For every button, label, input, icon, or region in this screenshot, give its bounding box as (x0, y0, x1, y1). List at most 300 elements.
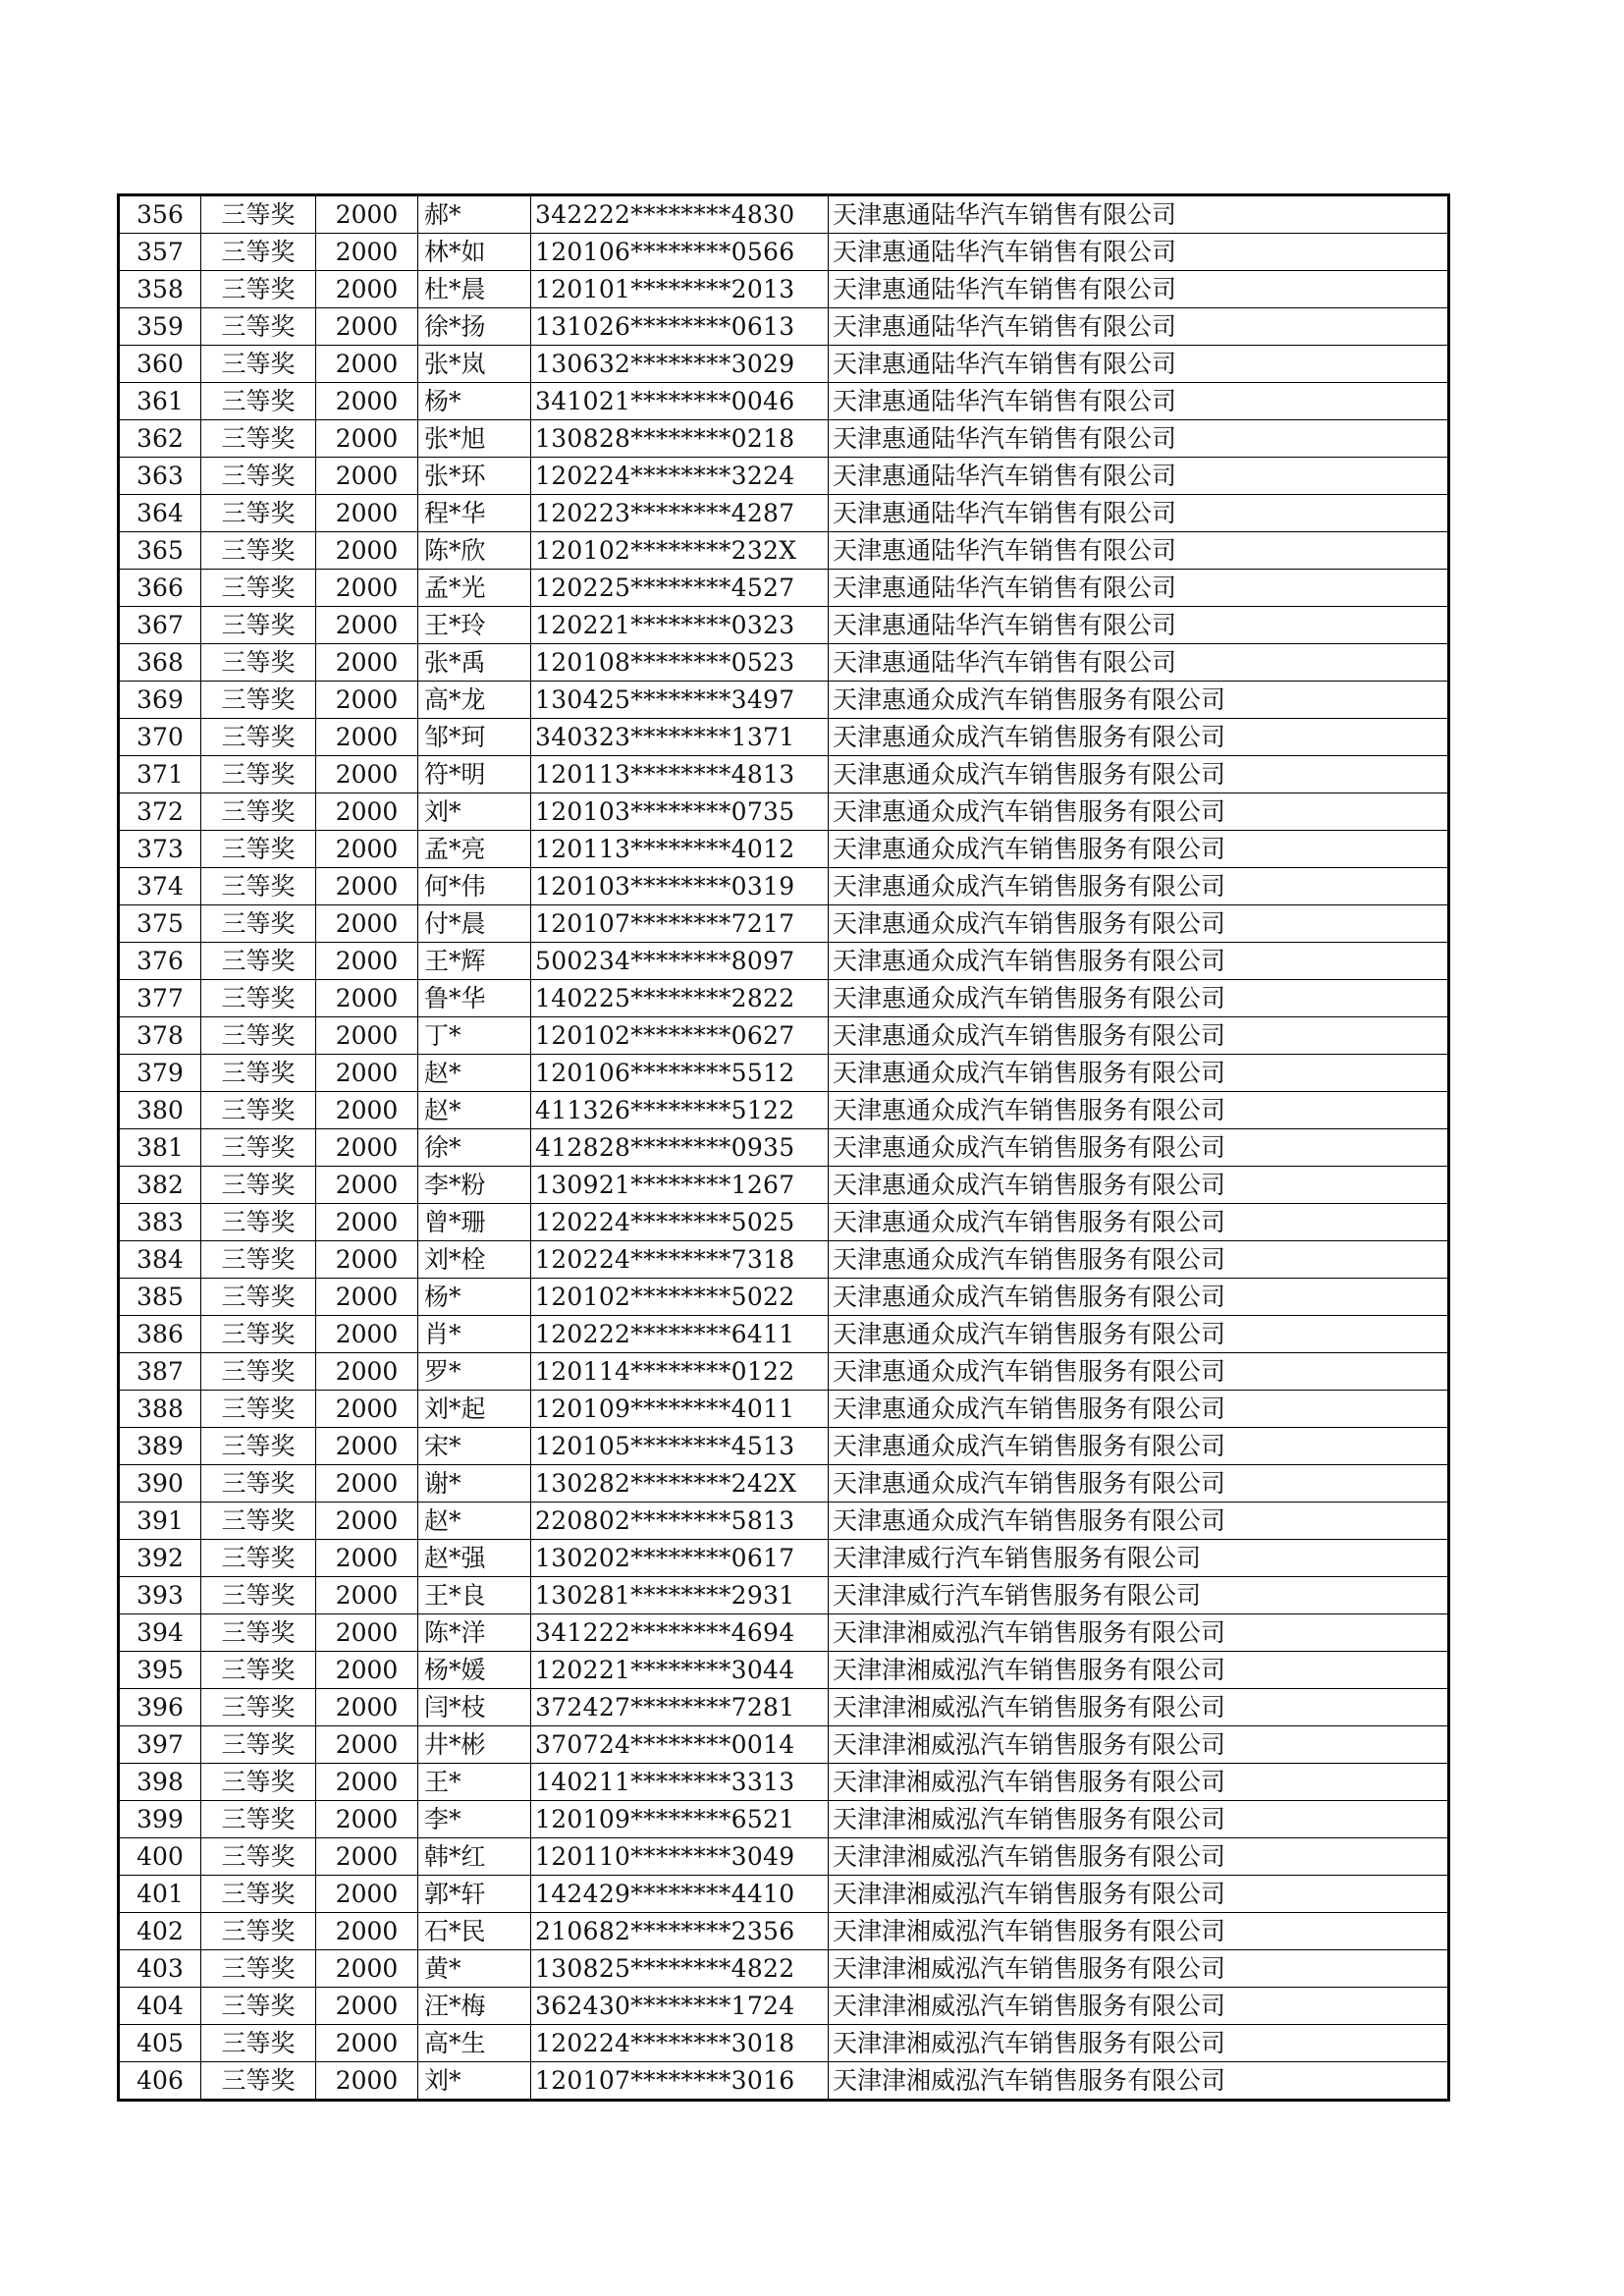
company-cell: 天津津湘威泓汽车销售服务有限公司 (829, 1838, 1449, 1876)
company-cell: 天津惠通众成汽车销售服务有限公司 (829, 1391, 1449, 1428)
table-row (119, 458, 1449, 495)
company-cell: 天津惠通众成汽车销售服务有限公司 (829, 1017, 1449, 1055)
table-row (119, 1764, 1449, 1801)
winner-name-cell: 王* (418, 1764, 531, 1801)
company-cell: 天津惠通众成汽车销售服务有限公司 (829, 868, 1449, 905)
table-row (119, 532, 1449, 570)
prize-level-cell: 三等奖 (201, 1540, 316, 1577)
company-cell: 天津津湘威泓汽车销售服务有限公司 (829, 1652, 1449, 1689)
table-row (119, 1950, 1449, 1988)
prize-level-cell: 三等奖 (201, 607, 316, 644)
prize-level-cell: 三等奖 (201, 346, 316, 383)
amount-cell: 2000 (316, 943, 418, 980)
amount-cell: 2000 (316, 1913, 418, 1950)
prize-level-cell: 三等奖 (201, 1614, 316, 1652)
prize-level-cell: 三等奖 (201, 1950, 316, 1988)
id-number-cell: 120106********5512 (531, 1055, 829, 1092)
table-row (119, 980, 1449, 1017)
id-number-cell: 341222********4694 (531, 1614, 829, 1652)
id-number-cell: 372427********7281 (531, 1689, 829, 1726)
prize-level-cell: 三等奖 (201, 532, 316, 570)
company-cell: 天津惠通众成汽车销售服务有限公司 (829, 1353, 1449, 1391)
winner-name-cell: 张*岚 (418, 346, 531, 383)
company-cell: 天津惠通众成汽车销售服务有限公司 (829, 1092, 1449, 1129)
winner-name-cell: 高*生 (418, 2025, 531, 2062)
winner-name-cell: 闫*枝 (418, 1689, 531, 1726)
award-table-body (119, 195, 1449, 2101)
amount-cell: 2000 (316, 1801, 418, 1838)
amount-cell: 2000 (316, 1764, 418, 1801)
winner-name-cell: 李*粉 (418, 1167, 531, 1204)
prize-level-cell: 三等奖 (201, 1838, 316, 1876)
prize-level-cell: 三等奖 (201, 1092, 316, 1129)
winner-name-cell: 谢* (418, 1465, 531, 1503)
amount-cell: 2000 (316, 607, 418, 644)
company-cell: 天津惠通众成汽车销售服务有限公司 (829, 943, 1449, 980)
amount-cell: 2000 (316, 1876, 418, 1913)
amount-cell: 2000 (316, 570, 418, 607)
row-number-cell: 385 (119, 1279, 201, 1316)
company-cell: 天津惠通陆华汽车销售有限公司 (829, 420, 1449, 458)
table-row (119, 793, 1449, 831)
winner-name-cell: 孟*光 (418, 570, 531, 607)
amount-cell: 2000 (316, 868, 418, 905)
prize-level-cell: 三等奖 (201, 383, 316, 420)
amount-cell: 2000 (316, 1503, 418, 1540)
id-number-cell: 340323********1371 (531, 719, 829, 756)
winner-name-cell: 石*民 (418, 1913, 531, 1950)
amount-cell: 2000 (316, 195, 418, 234)
table-row (119, 1689, 1449, 1726)
id-number-cell: 120225********4527 (531, 570, 829, 607)
id-number-cell: 130632********3029 (531, 346, 829, 383)
winner-name-cell: 刘* (418, 2062, 531, 2101)
prize-level-cell: 三等奖 (201, 1316, 316, 1353)
id-number-cell: 342222********4830 (531, 195, 829, 234)
table-row (119, 1540, 1449, 1577)
id-number-cell: 120102********232X (531, 532, 829, 570)
amount-cell: 2000 (316, 1988, 418, 2025)
table-row (119, 308, 1449, 346)
id-number-cell: 120224********7318 (531, 1241, 829, 1279)
winner-name-cell: 张*旭 (418, 420, 531, 458)
table-row (119, 719, 1449, 756)
row-number-cell: 399 (119, 1801, 201, 1838)
row-number-cell: 376 (119, 943, 201, 980)
prize-level-cell: 三等奖 (201, 1577, 316, 1614)
row-number-cell: 397 (119, 1726, 201, 1764)
winner-name-cell: 汪*梅 (418, 1988, 531, 2025)
row-number-cell: 367 (119, 607, 201, 644)
company-cell: 天津津湘威泓汽车销售服务有限公司 (829, 1950, 1449, 1988)
winner-name-cell: 赵* (418, 1503, 531, 1540)
prize-level-cell: 三等奖 (201, 1465, 316, 1503)
amount-cell: 2000 (316, 1726, 418, 1764)
amount-cell: 2000 (316, 1204, 418, 1241)
company-cell: 天津惠通众成汽车销售服务有限公司 (829, 719, 1449, 756)
amount-cell: 2000 (316, 271, 418, 308)
id-number-cell: 120106********0566 (531, 234, 829, 271)
amount-cell: 2000 (316, 831, 418, 868)
amount-cell: 2000 (316, 1279, 418, 1316)
winner-name-cell: 李* (418, 1801, 531, 1838)
prize-level-cell: 三等奖 (201, 1764, 316, 1801)
company-cell: 天津惠通众成汽车销售服务有限公司 (829, 1204, 1449, 1241)
winner-name-cell: 杨*媛 (418, 1652, 531, 1689)
prize-level-cell: 三等奖 (201, 1689, 316, 1726)
company-cell: 天津惠通众成汽车销售服务有限公司 (829, 980, 1449, 1017)
row-number-cell: 401 (119, 1876, 201, 1913)
row-number-cell: 374 (119, 868, 201, 905)
row-number-cell: 363 (119, 458, 201, 495)
company-cell: 天津津湘威泓汽车销售服务有限公司 (829, 1801, 1449, 1838)
prize-level-cell: 三等奖 (201, 644, 316, 682)
id-number-cell: 120109********6521 (531, 1801, 829, 1838)
row-number-cell: 402 (119, 1913, 201, 1950)
id-number-cell: 120224********3224 (531, 458, 829, 495)
id-number-cell: 120113********4813 (531, 756, 829, 793)
prize-level-cell: 三等奖 (201, 756, 316, 793)
prize-level-cell: 三等奖 (201, 1017, 316, 1055)
company-cell: 天津惠通陆华汽车销售有限公司 (829, 644, 1449, 682)
amount-cell: 2000 (316, 1950, 418, 1988)
row-number-cell: 372 (119, 793, 201, 831)
table-row (119, 1092, 1449, 1129)
table-row (119, 1652, 1449, 1689)
amount-cell: 2000 (316, 1689, 418, 1726)
winner-name-cell: 韩*红 (418, 1838, 531, 1876)
company-cell: 天津津湘威泓汽车销售服务有限公司 (829, 1913, 1449, 1950)
amount-cell: 2000 (316, 1241, 418, 1279)
row-number-cell: 378 (119, 1017, 201, 1055)
company-cell: 天津惠通众成汽车销售服务有限公司 (829, 1241, 1449, 1279)
row-number-cell: 370 (119, 719, 201, 756)
row-number-cell: 383 (119, 1204, 201, 1241)
prize-level-cell: 三等奖 (201, 2062, 316, 2101)
winner-name-cell: 王*玲 (418, 607, 531, 644)
row-number-cell: 379 (119, 1055, 201, 1092)
winner-name-cell: 黄* (418, 1950, 531, 1988)
prize-level-cell: 三等奖 (201, 1913, 316, 1950)
id-number-cell: 130825********4822 (531, 1950, 829, 1988)
row-number-cell: 366 (119, 570, 201, 607)
amount-cell: 2000 (316, 1540, 418, 1577)
id-number-cell: 140211********3313 (531, 1764, 829, 1801)
winner-name-cell: 赵* (418, 1092, 531, 1129)
row-number-cell: 386 (119, 1316, 201, 1353)
company-cell: 天津津湘威泓汽车销售服务有限公司 (829, 2062, 1449, 2101)
row-number-cell: 406 (119, 2062, 201, 2101)
row-number-cell: 392 (119, 1540, 201, 1577)
row-number-cell: 369 (119, 682, 201, 719)
winner-name-cell: 曾*珊 (418, 1204, 531, 1241)
table-row (119, 1055, 1449, 1092)
company-cell: 天津惠通众成汽车销售服务有限公司 (829, 1055, 1449, 1092)
prize-level-cell: 三等奖 (201, 1204, 316, 1241)
table-row (119, 1838, 1449, 1876)
prize-level-cell: 三等奖 (201, 495, 316, 532)
company-cell: 天津津湘威泓汽车销售服务有限公司 (829, 1876, 1449, 1913)
id-number-cell: 411326********5122 (531, 1092, 829, 1129)
company-cell: 天津惠通众成汽车销售服务有限公司 (829, 682, 1449, 719)
prize-level-cell: 三等奖 (201, 868, 316, 905)
prize-level-cell: 三等奖 (201, 719, 316, 756)
winner-name-cell: 徐* (418, 1129, 531, 1167)
table-row (119, 1913, 1449, 1950)
id-number-cell: 120113********4012 (531, 831, 829, 868)
company-cell: 天津惠通众成汽车销售服务有限公司 (829, 1428, 1449, 1465)
row-number-cell: 371 (119, 756, 201, 793)
id-number-cell: 341021********0046 (531, 383, 829, 420)
id-number-cell: 120109********4011 (531, 1391, 829, 1428)
id-number-cell: 412828********0935 (531, 1129, 829, 1167)
row-number-cell: 391 (119, 1503, 201, 1540)
table-row (119, 1465, 1449, 1503)
id-number-cell: 130281********2931 (531, 1577, 829, 1614)
id-number-cell: 120224********3018 (531, 2025, 829, 2062)
id-number-cell: 140225********2822 (531, 980, 829, 1017)
winner-name-cell: 张*环 (418, 458, 531, 495)
prize-level-cell: 三等奖 (201, 943, 316, 980)
winner-name-cell: 罗* (418, 1353, 531, 1391)
amount-cell: 2000 (316, 1838, 418, 1876)
winner-name-cell: 井*彬 (418, 1726, 531, 1764)
row-number-cell: 357 (119, 234, 201, 271)
amount-cell: 2000 (316, 495, 418, 532)
row-number-cell: 388 (119, 1391, 201, 1428)
row-number-cell: 403 (119, 1950, 201, 1988)
row-number-cell: 362 (119, 420, 201, 458)
prize-level-cell: 三等奖 (201, 1801, 316, 1838)
table-row (119, 1353, 1449, 1391)
winner-name-cell: 杨* (418, 383, 531, 420)
winner-name-cell: 郭*轩 (418, 1876, 531, 1913)
row-number-cell: 390 (119, 1465, 201, 1503)
winner-name-cell: 符*明 (418, 756, 531, 793)
row-number-cell: 382 (119, 1167, 201, 1204)
amount-cell: 2000 (316, 458, 418, 495)
winner-name-cell: 何*伟 (418, 868, 531, 905)
row-number-cell: 404 (119, 1988, 201, 2025)
row-number-cell: 394 (119, 1614, 201, 1652)
winner-name-cell: 林*如 (418, 234, 531, 271)
company-cell: 天津惠通陆华汽车销售有限公司 (829, 458, 1449, 495)
table-row (119, 346, 1449, 383)
prize-level-cell: 三等奖 (201, 195, 316, 234)
prize-level-cell: 三等奖 (201, 793, 316, 831)
row-number-cell: 380 (119, 1092, 201, 1129)
amount-cell: 2000 (316, 1167, 418, 1204)
table-row (119, 1503, 1449, 1540)
id-number-cell: 120221********0323 (531, 607, 829, 644)
company-cell: 天津惠通众成汽车销售服务有限公司 (829, 831, 1449, 868)
table-row (119, 682, 1449, 719)
amount-cell: 2000 (316, 793, 418, 831)
table-row (119, 868, 1449, 905)
company-cell: 天津津湘威泓汽车销售服务有限公司 (829, 1764, 1449, 1801)
table-row (119, 383, 1449, 420)
id-number-cell: 142429********4410 (531, 1876, 829, 1913)
winner-name-cell: 郝* (418, 195, 531, 234)
prize-level-cell: 三等奖 (201, 1503, 316, 1540)
company-cell: 天津津湘威泓汽车销售服务有限公司 (829, 1988, 1449, 2025)
amount-cell: 2000 (316, 420, 418, 458)
prize-level-cell: 三等奖 (201, 905, 316, 943)
id-number-cell: 210682********2356 (531, 1913, 829, 1950)
winner-name-cell: 宋* (418, 1428, 531, 1465)
company-cell: 天津津湘威泓汽车销售服务有限公司 (829, 2025, 1449, 2062)
company-cell: 天津津湘威泓汽车销售服务有限公司 (829, 1726, 1449, 1764)
table-row (119, 1129, 1449, 1167)
winner-name-cell: 杨* (418, 1279, 531, 1316)
company-cell: 天津惠通陆华汽车销售有限公司 (829, 346, 1449, 383)
id-number-cell: 120107********7217 (531, 905, 829, 943)
amount-cell: 2000 (316, 1316, 418, 1353)
id-number-cell: 370724********0014 (531, 1726, 829, 1764)
amount-cell: 2000 (316, 308, 418, 346)
table-row (119, 271, 1449, 308)
amount-cell: 2000 (316, 234, 418, 271)
row-number-cell: 373 (119, 831, 201, 868)
row-number-cell: 364 (119, 495, 201, 532)
prize-level-cell: 三等奖 (201, 1391, 316, 1428)
winner-name-cell: 赵*强 (418, 1540, 531, 1577)
amount-cell: 2000 (316, 1353, 418, 1391)
table-row (119, 1876, 1449, 1913)
row-number-cell: 381 (119, 1129, 201, 1167)
prize-level-cell: 三等奖 (201, 1167, 316, 1204)
amount-cell: 2000 (316, 682, 418, 719)
row-number-cell: 365 (119, 532, 201, 570)
amount-cell: 2000 (316, 1652, 418, 1689)
id-number-cell: 120110********3049 (531, 1838, 829, 1876)
table-row (119, 1017, 1449, 1055)
winner-name-cell: 王*良 (418, 1577, 531, 1614)
table-row (119, 195, 1449, 234)
winner-name-cell: 王*辉 (418, 943, 531, 980)
row-number-cell: 375 (119, 905, 201, 943)
company-cell: 天津惠通众成汽车销售服务有限公司 (829, 1465, 1449, 1503)
company-cell: 天津惠通陆华汽车销售有限公司 (829, 234, 1449, 271)
id-number-cell: 120107********3016 (531, 2062, 829, 2101)
company-cell: 天津惠通众成汽车销售服务有限公司 (829, 756, 1449, 793)
row-number-cell: 393 (119, 1577, 201, 1614)
winner-name-cell: 程*华 (418, 495, 531, 532)
row-number-cell: 356 (119, 195, 201, 234)
id-number-cell: 120103********0735 (531, 793, 829, 831)
table-row (119, 1316, 1449, 1353)
prize-level-cell: 三等奖 (201, 1726, 316, 1764)
table-row (119, 756, 1449, 793)
company-cell: 天津惠通众成汽车销售服务有限公司 (829, 905, 1449, 943)
company-cell: 天津惠通陆华汽车销售有限公司 (829, 271, 1449, 308)
table-row (119, 905, 1449, 943)
row-number-cell: 358 (119, 271, 201, 308)
id-number-cell: 120224********5025 (531, 1204, 829, 1241)
amount-cell: 2000 (316, 905, 418, 943)
prize-level-cell: 三等奖 (201, 1988, 316, 2025)
id-number-cell: 120102********0627 (531, 1017, 829, 1055)
company-cell: 天津惠通众成汽车销售服务有限公司 (829, 1503, 1449, 1540)
row-number-cell: 361 (119, 383, 201, 420)
table-row (119, 1167, 1449, 1204)
company-cell: 天津惠通众成汽车销售服务有限公司 (829, 793, 1449, 831)
table-row (119, 1801, 1449, 1838)
table-row (119, 1391, 1449, 1428)
amount-cell: 2000 (316, 383, 418, 420)
prize-level-cell: 三等奖 (201, 831, 316, 868)
table-row (119, 1577, 1449, 1614)
company-cell: 天津惠通陆华汽车销售有限公司 (829, 570, 1449, 607)
company-cell: 天津惠通陆华汽车销售有限公司 (829, 383, 1449, 420)
amount-cell: 2000 (316, 346, 418, 383)
amount-cell: 2000 (316, 1055, 418, 1092)
table-row (119, 495, 1449, 532)
prize-level-cell: 三等奖 (201, 1055, 316, 1092)
company-cell: 天津惠通众成汽车销售服务有限公司 (829, 1167, 1449, 1204)
company-cell: 天津惠通陆华汽车销售有限公司 (829, 195, 1449, 234)
winner-name-cell: 赵* (418, 1055, 531, 1092)
table-row (119, 943, 1449, 980)
row-number-cell: 398 (119, 1764, 201, 1801)
prize-level-cell: 三等奖 (201, 1353, 316, 1391)
company-cell: 天津惠通陆华汽车销售有限公司 (829, 532, 1449, 570)
row-number-cell: 405 (119, 2025, 201, 2062)
prize-level-cell: 三等奖 (201, 308, 316, 346)
company-cell: 天津惠通陆华汽车销售有限公司 (829, 607, 1449, 644)
id-number-cell: 130921********1267 (531, 1167, 829, 1204)
row-number-cell: 359 (119, 308, 201, 346)
prize-level-cell: 三等奖 (201, 458, 316, 495)
winner-name-cell: 刘* (418, 793, 531, 831)
amount-cell: 2000 (316, 1092, 418, 1129)
winner-name-cell: 徐*扬 (418, 308, 531, 346)
amount-cell: 2000 (316, 2062, 418, 2101)
prize-level-cell: 三等奖 (201, 1652, 316, 1689)
id-number-cell: 220802********5813 (531, 1503, 829, 1540)
amount-cell: 2000 (316, 1614, 418, 1652)
prize-level-cell: 三等奖 (201, 420, 316, 458)
table-row (119, 2025, 1449, 2062)
amount-cell: 2000 (316, 1465, 418, 1503)
amount-cell: 2000 (316, 532, 418, 570)
table-row (119, 234, 1449, 271)
prize-level-cell: 三等奖 (201, 1129, 316, 1167)
winner-name-cell: 高*龙 (418, 682, 531, 719)
prize-level-cell: 三等奖 (201, 570, 316, 607)
id-number-cell: 130828********0218 (531, 420, 829, 458)
id-number-cell: 120101********2013 (531, 271, 829, 308)
id-number-cell: 120105********4513 (531, 1428, 829, 1465)
company-cell: 天津惠通陆华汽车销售有限公司 (829, 495, 1449, 532)
row-number-cell: 395 (119, 1652, 201, 1689)
row-number-cell: 384 (119, 1241, 201, 1279)
table-row (119, 2062, 1449, 2101)
row-number-cell: 377 (119, 980, 201, 1017)
award-table (117, 193, 1450, 2102)
company-cell: 天津惠通众成汽车销售服务有限公司 (829, 1279, 1449, 1316)
company-cell: 天津惠通众成汽车销售服务有限公司 (829, 1129, 1449, 1167)
winner-name-cell: 陈*洋 (418, 1614, 531, 1652)
table-row (119, 420, 1449, 458)
id-number-cell: 500234********8097 (531, 943, 829, 980)
prize-level-cell: 三等奖 (201, 271, 316, 308)
table-row (119, 644, 1449, 682)
prize-level-cell: 三等奖 (201, 234, 316, 271)
id-number-cell: 131026********0613 (531, 308, 829, 346)
table-row (119, 570, 1449, 607)
row-number-cell: 396 (119, 1689, 201, 1726)
